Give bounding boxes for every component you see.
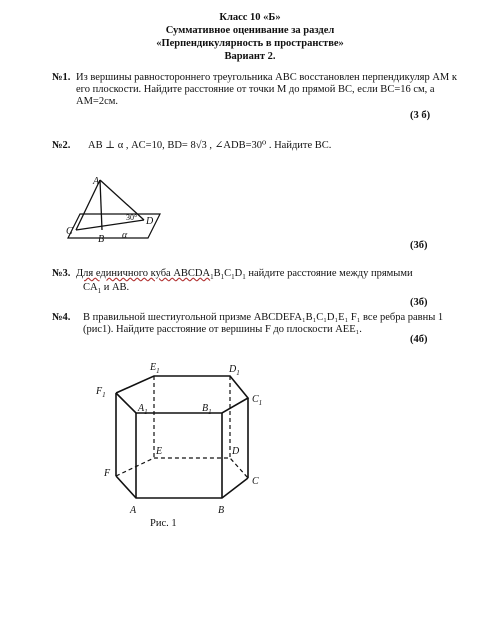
segment-AB xyxy=(100,180,102,230)
segment-AC xyxy=(76,180,100,230)
problem-3-number: №3. xyxy=(52,268,71,279)
problem-1-number: №1. xyxy=(52,72,71,83)
label-B1: $B_1$ xyxy=(202,403,212,416)
label-D: D xyxy=(232,446,240,457)
prism-figure xyxy=(90,358,280,538)
label-B: B xyxy=(98,234,105,245)
problem-4-points: (4б) xyxy=(410,334,428,345)
problem-1 xyxy=(52,72,462,112)
class-label: Класс 10 «Б» xyxy=(219,12,281,23)
problem-3-text: Для единичного куба $ABCDA_1B_1C_1D_1$ найдите расстояние между прямыми xyxy=(76,268,413,282)
variant-label: Вариант 2. xyxy=(224,51,276,62)
problem-2-text: AB ⊥ α , AC=10, BD= 8√3 , ∠ADB=30⁰ . Найдите BC. xyxy=(88,140,332,151)
problem-1-points: (3 б) xyxy=(410,110,431,121)
problem-4-text: В правильной шестиугольной призме ABCDEFA₁B₁C₁D₁E₁ F₁ все ребра равны 1 (рис1). Найдите расстояние от вершины F до плоскости AEE₁. xyxy=(83,312,444,335)
label-E1: $E_1$ xyxy=(150,362,160,375)
problem-2-figure xyxy=(60,168,170,248)
top-hexagon xyxy=(116,376,248,413)
label-C: C xyxy=(252,476,259,487)
label-E: E xyxy=(156,446,163,457)
problem-4-number: №4. xyxy=(52,312,71,323)
label-C: C xyxy=(66,226,73,237)
figure-caption: Рис. 1 xyxy=(150,518,177,529)
problem-2-number: №2. xyxy=(52,140,71,151)
label-D: D xyxy=(146,216,154,227)
doc-topic: «Перпендикулярность в пространстве» xyxy=(156,38,344,49)
doc-title: Суммативное оценивание за раздел xyxy=(165,25,335,36)
problem-3-text-line2: $CA_1$ и AB. xyxy=(83,282,130,296)
problem-1-text: Из вершины равностороннего треугольника ABC восстановлен перпендикуляр AM к его плоскости. Найдите расстояние от точки M до прямой BC, если BC=16 см, а AM=2см. xyxy=(76,72,457,107)
label-D1: $D_1$ xyxy=(229,364,240,377)
label-alpha: α xyxy=(122,230,128,241)
label-A: A xyxy=(93,176,100,187)
label-C1: $C_1$ xyxy=(252,394,263,407)
problem-2-points: (3б) xyxy=(410,240,428,251)
label-F: F xyxy=(104,468,111,479)
label-F1: $F_1$ xyxy=(96,386,106,399)
label-B: B xyxy=(218,505,225,516)
label-A: A xyxy=(130,505,137,516)
problem-3-points: (3б) xyxy=(410,297,428,308)
label-angle: 30° xyxy=(126,213,138,222)
label-A1: $A_1$ xyxy=(138,403,148,416)
